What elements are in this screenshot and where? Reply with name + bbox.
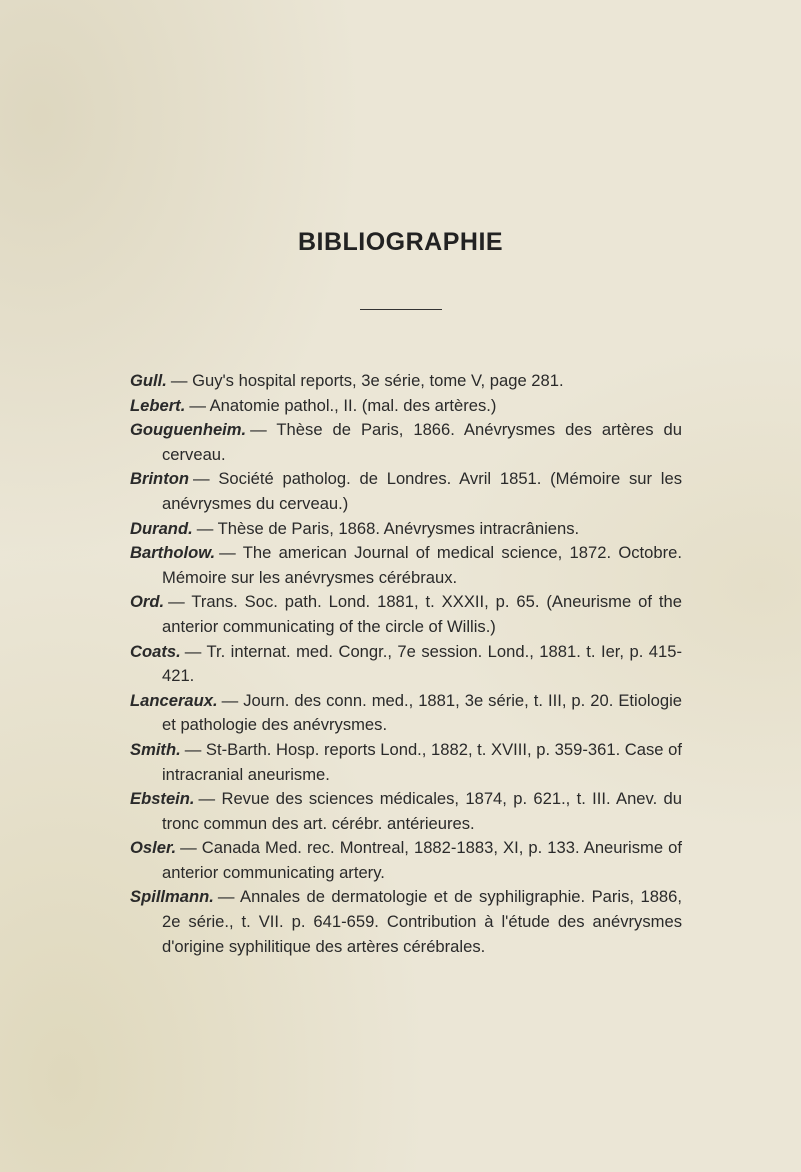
bibliography-entry: [130, 394, 682, 419]
entry-author: Lanceraux.: [130, 690, 218, 710]
entry-author: Bartholow.: [130, 543, 216, 563]
bibliography-entry: [130, 689, 682, 738]
entry-text: — Thèse de Paris, 1866. Anévrysmes des artères du cerveau.: [162, 420, 682, 464]
entry-text: — Trans. Soc. path. Lond. 1881, t. XXXII, p. 65. (Aneurisme of the anterior communicating of the circle of Willis.): [162, 592, 682, 636]
entry-text: — Thèse de Paris, 1868. Anévrysmes intracrâniens.: [196, 518, 580, 538]
entry-author: Durand.: [130, 518, 193, 538]
entry-text: — Tr. internat. med. Congr., 7e session. Lond., 1881. t. Ier, p. 415-421.: [162, 641, 682, 686]
entry-author: Coats.: [130, 641, 181, 661]
bibliography-entry: [130, 418, 682, 467]
entry-text: — Journ. des conn. med., 1881, 3e série, t. III, p. 20. Etiologie et pathologie des anévrysmes.: [162, 690, 682, 735]
entry-author: Ebstein.: [130, 789, 195, 809]
entry-text: — Canada Med. rec. Montreal, 1882-1883, XI, p. 133. Aneurisme of anterior communicating artery.: [162, 838, 682, 882]
entry-author: Gull.: [130, 371, 167, 390]
entry-text: — Annales de dermatologie et de syphiligraphie. Paris, 1886, 2e série., t. VII. p. 641-659. Contribution à l'étude des anévrysmes d'origine syphilitique des artères cérébrales.: [162, 887, 682, 956]
entry-text: — Société patholog. de Londres. Avril 1851. (Mémoire sur les anévrysmes du cerveau.): [162, 469, 682, 513]
entry-author: Osler.: [130, 838, 177, 858]
entry-text: — St-Barth. Hosp. reports Lond., 1882, t. XVIII, p. 359-361. Case of intracranial aneurisme.: [162, 739, 682, 784]
entry-author: Lebert.: [130, 395, 186, 415]
entry-text: — Anatomie pathol., II. (mal. des artères.): [189, 395, 497, 415]
entry-text: — Revue des sciences médicales, 1874, p. 621., t. III. Anev. du tronc commun des art. cérébr. antérieures.: [162, 789, 682, 833]
title-divider: [360, 309, 442, 310]
entry-author: Smith.: [130, 739, 181, 759]
bibliography-entry: [130, 517, 682, 542]
entry-author: Gouguenheim.: [130, 420, 247, 440]
bibliography-entry: [130, 738, 682, 787]
entry-author: Brinton: [130, 469, 189, 489]
entry-author: Spillmann.: [130, 887, 214, 907]
entry-text: — Guy's hospital reports, 3e série, tome V, page 281.: [170, 371, 564, 390]
bibliography-entry: [130, 541, 682, 590]
bibliography-entry: [130, 885, 682, 959]
bibliography-entry: [130, 369, 682, 394]
bibliography-entry: [130, 640, 682, 689]
bibliography-entry: [130, 787, 682, 836]
bibliography-entry: [130, 590, 682, 639]
page-title: BIBLIOGRAPHIE: [297, 228, 504, 256]
entry-author: Ord.: [130, 592, 165, 612]
bibliography-entry: [130, 836, 682, 885]
bibliography-entry: [130, 467, 682, 516]
bibliography-list: [130, 369, 682, 959]
entry-text: — The american Journal of medical science, 1872. Octobre. Mémoire sur les anévrysmes cérébraux.: [162, 543, 682, 587]
